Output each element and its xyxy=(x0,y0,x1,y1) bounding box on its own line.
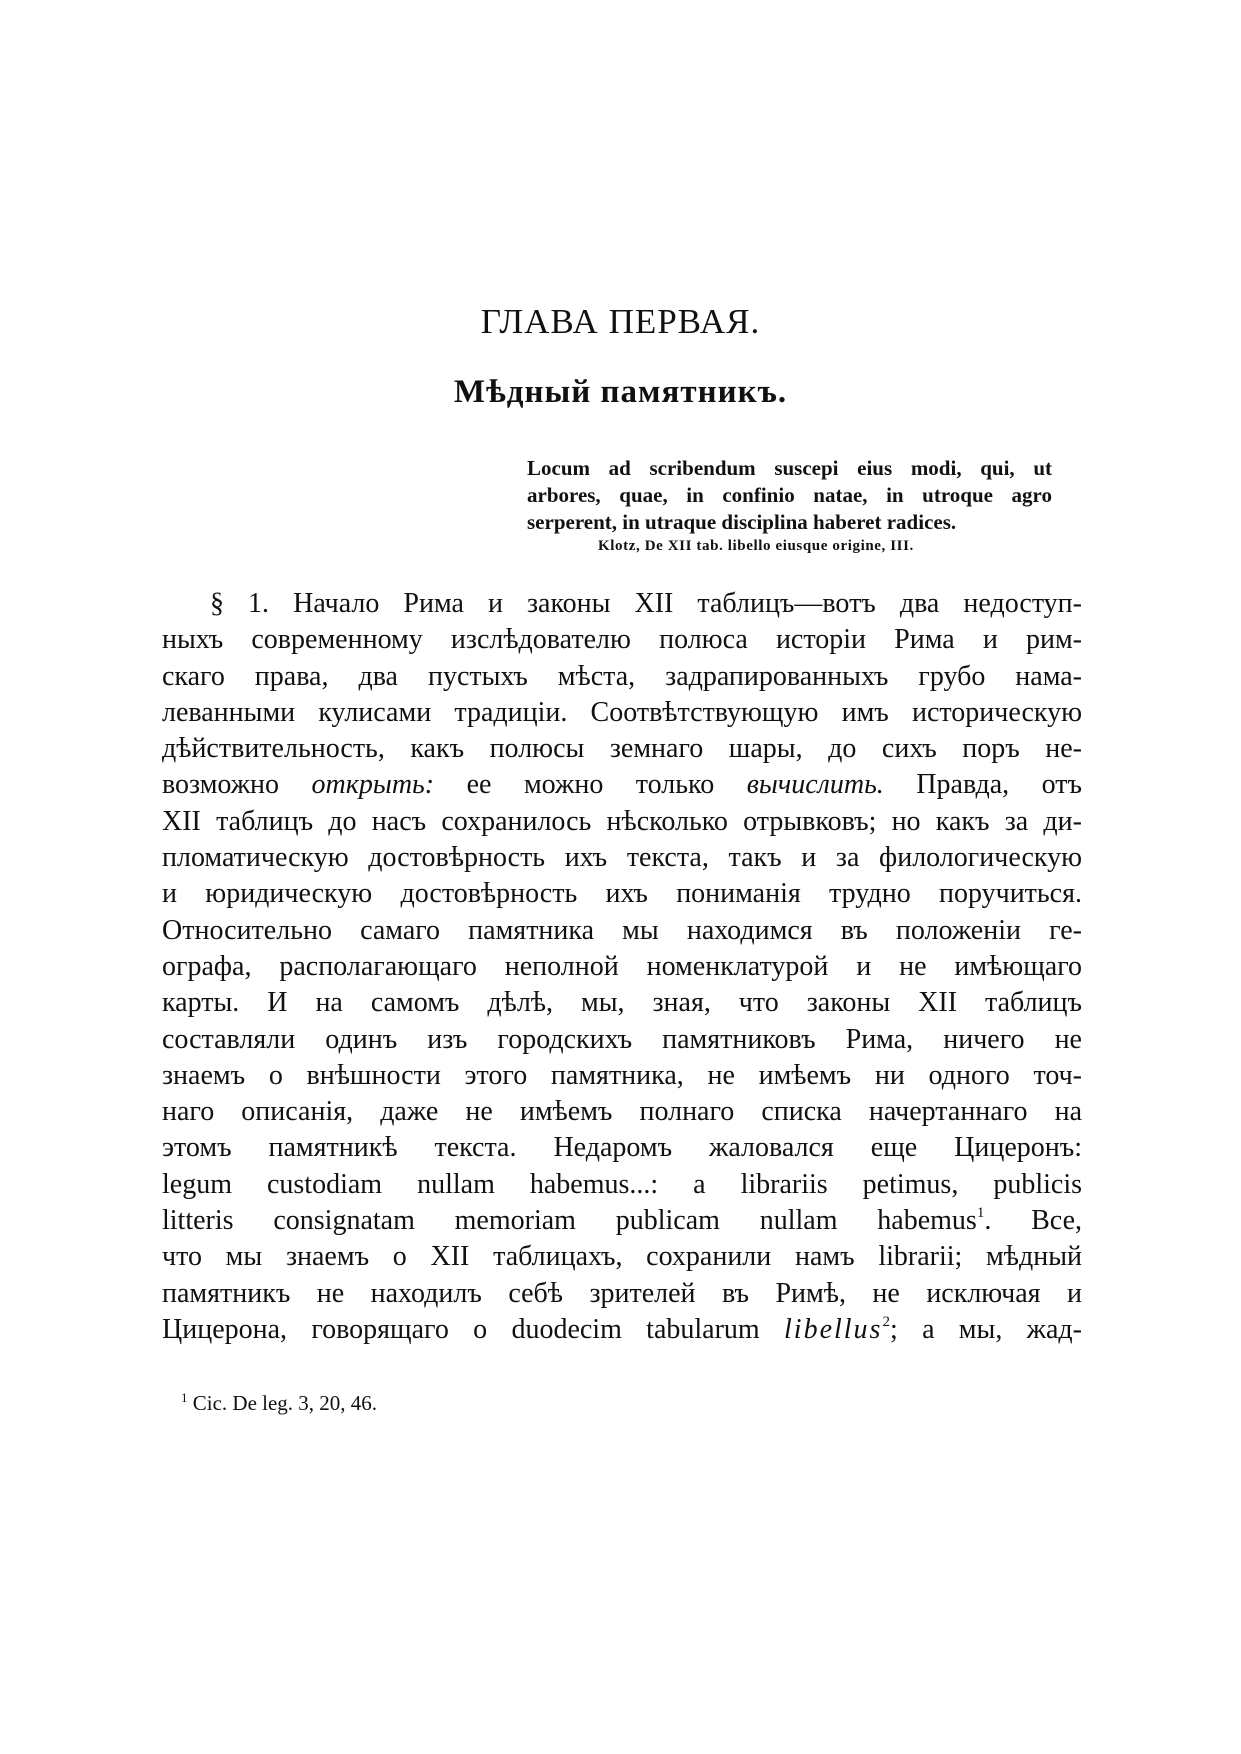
text-line: пломатическую достовѣрность ихъ текста, такъ и за филологическую xyxy=(162,842,1082,874)
text-line xyxy=(162,767,1082,803)
text-segment: Правда, отъ xyxy=(883,769,1082,801)
text-line: леванными кулисами традиціи. Соотвѣтствующую имъ историческую xyxy=(162,696,1082,728)
epigraph-line: arbores, quae, in confinio natae, in utroque agro xyxy=(527,483,1052,507)
text-line xyxy=(162,1203,1082,1239)
chapter-title: Мѣдный памятникъ. xyxy=(453,374,788,410)
text-line: этомъ памятникѣ текста. Недаромъ жаловался еще Цицеронъ: xyxy=(162,1132,1082,1164)
italic-term: libellus xyxy=(784,1313,883,1345)
italic-term: открыть: xyxy=(311,769,435,801)
text-line: карты. И на самомъ дѣлѣ, мы, зная, что законы XII таблицъ xyxy=(162,987,1082,1019)
text-line: XII таблицъ до насъ сохранилось нѣсколько отрывковъ; но какъ за ди- xyxy=(162,805,1082,837)
text-line: legum custodiam nullam habemus...: a librariis petimus, publicis xyxy=(162,1168,1082,1200)
text-line: скаго права, два пустыхъ мѣста, задрапированныхъ грубо нама- xyxy=(162,660,1082,692)
chapter-label: ГЛАВА ПЕРВАЯ. xyxy=(480,302,761,341)
text-line: ографа, располагающаго неполной номенклатурой и не имѣющаго xyxy=(162,950,1082,982)
text-segment: Цицерона, говорящаго о duodecim tabularum xyxy=(162,1313,785,1345)
text-line: Относительно самаго памятника мы находимся въ положеніи ге- xyxy=(162,914,1082,946)
text-line: составляли одинъ изъ городскихъ памятниковъ Рима, ничего не xyxy=(162,1023,1082,1055)
text-segment: litteris consignatam memoriam publicam nullam habemus xyxy=(162,1205,977,1237)
epigraph-source: Klotz, De XII tab. libello eiusque origine, III. xyxy=(598,538,914,554)
text-line: дѣйствительность, какъ полюсы земнаго шары, до сихъ поръ не- xyxy=(162,733,1082,765)
text-line: § 1. Начало Рима и законы XII таблицъ—вотъ два недоступ- xyxy=(210,588,1082,619)
text-line: и юридическую достовѣрность ихъ пониманія трудно поручиться. xyxy=(162,878,1082,910)
text-line: что мы знаемъ о XII таблицахъ, сохранили намъ librarii; мѣдный xyxy=(162,1241,1082,1273)
epigraph xyxy=(527,455,1052,536)
text-line: памятникъ не находилъ себѣ зрителей въ Римѣ, не исключая и xyxy=(162,1277,1082,1309)
footnote-marker: 1 xyxy=(181,1390,188,1405)
epigraph-line: Locum ad scribendum suscepi eius modi, qui, ut xyxy=(527,456,1052,480)
text-line: знаемъ о внѣшности этого памятника, не имѣемъ ни одного точ- xyxy=(162,1059,1082,1091)
footnote xyxy=(181,1391,377,1416)
footnote-reference: 2 xyxy=(882,1313,890,1330)
text-segment: ; а мы, жад- xyxy=(889,1313,1082,1345)
text-line: наго описанія, даже не имѣемъ полнаго списка начертаннаго на xyxy=(162,1096,1082,1128)
footnote-text: Cic. De leg. 3, 20, 46. xyxy=(192,1391,378,1415)
footnote-reference: 1 xyxy=(976,1205,985,1222)
epigraph-line: serperent, in utraque disciplina haberet radices. xyxy=(527,510,957,534)
text-segment: ее можно только xyxy=(434,769,747,801)
text-segment: . Все, xyxy=(984,1205,1082,1237)
text-line xyxy=(162,1312,1082,1348)
text-line: ныхъ современному изслѣдователю полюса исторіи Рима и рим- xyxy=(162,624,1082,656)
italic-term: вычислить. xyxy=(746,769,884,801)
text-segment: возможно xyxy=(162,769,312,801)
body-text xyxy=(162,586,1082,1348)
